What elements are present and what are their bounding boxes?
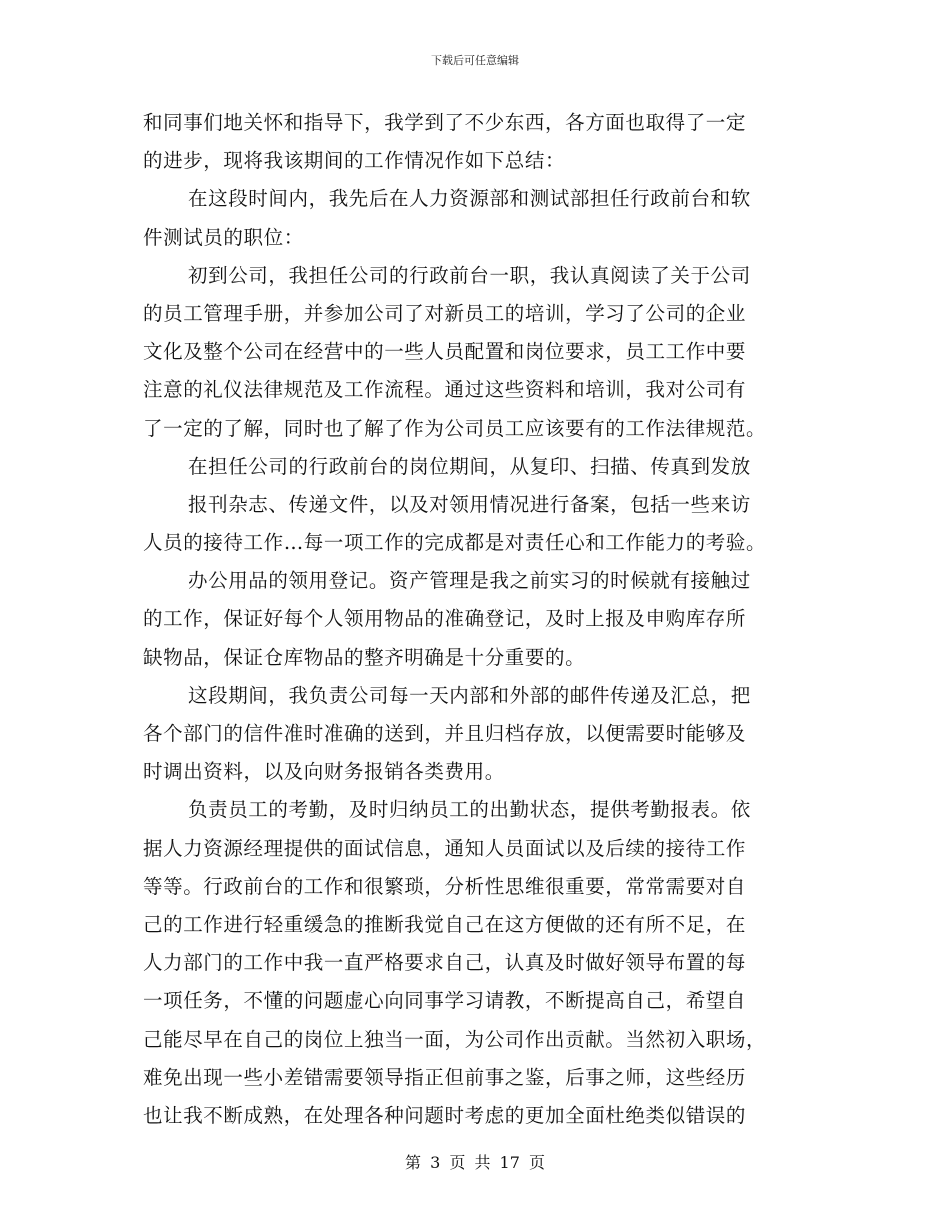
text-line: 己的工作进行轻重缓急的推断我觉自己在这方便做的还有所不足，在: [143, 912, 747, 936]
text-line: 和同事们地关怀和指导下，我学到了不少东西，各方面也取得了一定: [143, 111, 747, 134]
paragraph-start: 在担任公司的行政前台的岗位期间，从复印、扫描、传真到发放: [188, 454, 751, 478]
text-line: 人员的接待工作…每一项工作的完成都是对责任心和工作能力的考验。: [143, 531, 767, 555]
text-line: 时调出资料，以及向财务报销各类费用。: [143, 760, 505, 784]
text-line: 等等。行政前台的工作和很繁琐，分析性思维很重要，常常需要对自: [143, 874, 747, 898]
paragraph-start: 负责员工的考勤，及时归纳员工的出勤状态，提供考勤报表。依: [188, 798, 751, 822]
paragraph-start: 初到公司，我担任公司的行政前台一职，我认真阅读了关于公司: [188, 263, 751, 287]
text-line: 也让我不断成熟，在处理各种问题时考虑的更加全面杜绝类似错误的: [143, 1103, 747, 1127]
text-line: 报刊杂志、传递文件，以及对领用情况进行备案，包括一些来访: [188, 492, 751, 516]
text-line: 的工作，保证好每个人领用物品的准确登记，及时上报及申购库存所: [143, 607, 747, 631]
text-line: 的员工管理手册，并参加公司了对新员工的培训，学习了公司的企业: [143, 301, 747, 325]
text-line: 己能尽早在自己的岗位上独当一面，为公司作出贡献。当然初入职场，: [143, 1027, 767, 1051]
text-line: 各个部门的信件准时准确的送到，并且归档存放，以便需要时能够及: [143, 722, 747, 745]
text-line: 缺物品，保证仓库物品的整齐明确是十分重要的。: [143, 645, 586, 669]
paragraph-start: 在这段时间内，我先后在人力资源部和测试部担任行政前台和软: [188, 187, 751, 211]
text-line: 了一定的了解，同时也了解了作为公司员工应该要有的工作法律规范。: [143, 416, 767, 440]
document-body: [143, 104, 811, 1135]
text-line: 难免出现一些小差错需要领导指正但前事之鉴，后事之师，这些经历: [143, 1065, 747, 1089]
text-line: 一项任务，不懂的问题虚心向同事学习请教，不断提高自己，希望自: [143, 989, 747, 1013]
text-line: 据人力资源经理提供的面试信息，通知人员面试以及后续的接待工作: [143, 836, 747, 860]
text-line: 文化及整个公司在经营中的一些人员配置和岗位要求，员工工作中要: [143, 340, 747, 364]
text-line: 人力部门的工作中我一直严格要求自己，认真及时做好领导布置的每: [143, 951, 747, 975]
page-header: 下载后可任意编辑: [431, 54, 519, 67]
text-line: 的进步，现将我该期间的工作情况作如下总结：: [143, 149, 566, 173]
paragraph-start: 这段期间，我负责公司每一天内部和外部的邮件传递及汇总，把: [188, 683, 751, 707]
paragraph-start: 办公用品的领用登记。资产管理是我之前实习的时候就有接触过: [188, 569, 751, 593]
page-footer: 第 3 页 共 17 页: [405, 1153, 545, 1172]
text-line: 注意的礼仪法律规范及工作流程。通过这些资料和培训，我对公司有: [143, 378, 747, 402]
text-line: 件测试员的职位：: [143, 225, 304, 249]
